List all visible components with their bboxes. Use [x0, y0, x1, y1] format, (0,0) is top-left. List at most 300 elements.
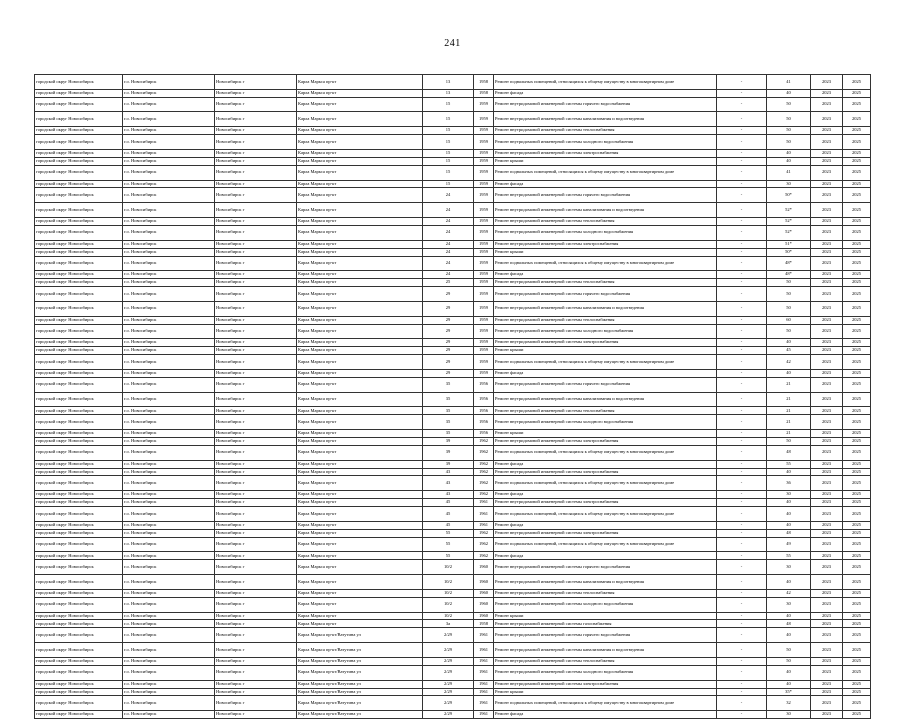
- table-row: [35, 75, 871, 90]
- cell-year-built: 1960: [474, 612, 494, 620]
- cell-street: Карла Маркса пр-кт: [297, 180, 423, 188]
- cell-house-number: 39: [423, 438, 474, 446]
- cell-municipality: городской округ Новосибирск: [35, 445, 123, 460]
- cell-plan-end-year: 2025: [843, 688, 871, 696]
- cell-street: Карла Маркса пр-кт: [297, 438, 423, 446]
- cell-locality: Новосибирск г: [215, 643, 297, 658]
- cell-plan-start-year: 2023: [811, 256, 843, 271]
- cell-cost: -: [717, 657, 767, 665]
- page-number: 241: [444, 38, 461, 49]
- cell-work-type: Ремонт фасада: [494, 711, 717, 719]
- cell-plan-start-year: 2023: [811, 589, 843, 597]
- cell-plan-end-year: 2025: [843, 612, 871, 620]
- cell-work-type: Ремонт внутридомовой инженерной системы электроснабжения: [494, 468, 717, 476]
- cell-plan-start-year: 2023: [811, 680, 843, 688]
- cell-district: г.о. Новосибирск: [123, 287, 215, 302]
- cell-year-built: 1959: [474, 157, 494, 165]
- cell-plan-start-year: 2023: [811, 240, 843, 248]
- cell-work-type: Ремонт внутридомовой инженерной системы электроснабжения: [494, 339, 717, 347]
- cell-municipality: городской округ Новосибирск: [35, 271, 123, 279]
- cell-year-built: 1956: [474, 415, 494, 430]
- cell-year-built: 1961: [474, 521, 494, 529]
- cell-locality: Новосибирск г: [215, 537, 297, 552]
- cell-plan-end-year: 2025: [843, 589, 871, 597]
- cell-work-type: Ремонт подвальных помещений, относящихся к общему имуществу в многоквартирном доме: [494, 445, 717, 460]
- table-row: [35, 445, 871, 460]
- cell-area-value: 21: [767, 415, 811, 430]
- cell-plan-end-year: 2025: [843, 287, 871, 302]
- cell-street: Карла Маркса пр-кт: [297, 620, 423, 628]
- cell-plan-end-year: 2025: [843, 324, 871, 339]
- cell-area-value: 50: [767, 301, 811, 316]
- cell-work-type: Ремонт внутридомовой инженерной системы электроснабжения: [494, 240, 717, 248]
- cell-house-number: 35: [423, 377, 474, 392]
- cell-area-value: 30: [767, 711, 811, 719]
- cell-plan-start-year: 2023: [811, 468, 843, 476]
- cell-area-value: 41: [767, 165, 811, 180]
- cell-street: Карла Маркса пр-кт: [297, 218, 423, 226]
- table-row: [35, 415, 871, 430]
- cell-street: Карла Маркса пр-кт: [297, 552, 423, 560]
- cell-plan-end-year: 2025: [843, 460, 871, 468]
- cell-plan-start-year: 2023: [811, 537, 843, 552]
- cell-house-number: 29: [423, 301, 474, 316]
- cell-cost: -: [717, 612, 767, 620]
- cell-year-built: 1961: [474, 507, 494, 522]
- cell-municipality: городской округ Новосибирск: [35, 392, 123, 407]
- cell-plan-start-year: 2023: [811, 430, 843, 438]
- cell-year-built: 1959: [474, 339, 494, 347]
- cell-work-type: Ремонт внутридомовой инженерной системы горячего водоснабжения: [494, 97, 717, 112]
- cell-district: г.о. Новосибирск: [123, 180, 215, 188]
- cell-area-value: 48: [767, 445, 811, 460]
- cell-district: г.о. Новосибирск: [123, 149, 215, 157]
- cell-locality: Новосибирск г: [215, 301, 297, 316]
- cell-district: г.о. Новосибирск: [123, 499, 215, 507]
- table-row: [35, 392, 871, 407]
- cell-cost: -: [717, 89, 767, 97]
- cell-plan-end-year: 2025: [843, 620, 871, 628]
- cell-house-number: 29: [423, 369, 474, 377]
- cell-locality: Новосибирск г: [215, 97, 297, 112]
- cell-work-type: Ремонт фасада: [494, 271, 717, 279]
- cell-year-built: 1956: [474, 407, 494, 415]
- cell-house-number: 29: [423, 316, 474, 324]
- cell-street: Карла Маркса пр-кт: [297, 415, 423, 430]
- cell-street: Карла Маркса пр-кт/Ватутина ул: [297, 680, 423, 688]
- cell-year-built: 1959: [474, 287, 494, 302]
- cell-municipality: городской округ Новосибирск: [35, 597, 123, 612]
- table-row: [35, 476, 871, 491]
- cell-house-number: 45: [423, 499, 474, 507]
- cell-locality: Новосибирск г: [215, 612, 297, 620]
- cell-cost: -: [717, 445, 767, 460]
- cell-district: г.о. Новосибирск: [123, 438, 215, 446]
- cell-plan-start-year: 2023: [811, 521, 843, 529]
- table-row: [35, 279, 871, 287]
- cell-plan-start-year: 2023: [811, 316, 843, 324]
- table-row: [35, 430, 871, 438]
- cell-year-built: 1960: [474, 597, 494, 612]
- cell-district: г.о. Новосибирск: [123, 203, 215, 218]
- cell-cost: -: [717, 407, 767, 415]
- cell-locality: Новосибирск г: [215, 135, 297, 150]
- cell-plan-end-year: 2025: [843, 225, 871, 240]
- cell-area-value: 36: [767, 476, 811, 491]
- cell-plan-start-year: 2023: [811, 248, 843, 256]
- table-row: [35, 460, 871, 468]
- cell-municipality: городской округ Новосибирск: [35, 628, 123, 643]
- cell-cost: -: [717, 415, 767, 430]
- cell-area-value: 50: [767, 324, 811, 339]
- cell-district: г.о. Новосибирск: [123, 188, 215, 203]
- cell-street: Карла Маркса пр-кт: [297, 256, 423, 271]
- table-row: [35, 552, 871, 560]
- cell-house-number: 10/2: [423, 612, 474, 620]
- cell-house-number: 2/29: [423, 711, 474, 719]
- cell-work-type: Ремонт внутридомовой инженерной системы горячего водоснабжения: [494, 377, 717, 392]
- cell-plan-start-year: 2023: [811, 149, 843, 157]
- cell-house-number: 24: [423, 256, 474, 271]
- cell-district: г.о. Новосибирск: [123, 225, 215, 240]
- cell-year-built: 1961: [474, 688, 494, 696]
- cell-work-type: Ремонт внутридомовой инженерной системы теплоснабжения: [494, 407, 717, 415]
- cell-municipality: городской округ Новосибирск: [35, 415, 123, 430]
- cell-year-built: 1959: [474, 135, 494, 150]
- cell-municipality: городской округ Новосибирск: [35, 438, 123, 446]
- cell-plan-start-year: 2023: [811, 612, 843, 620]
- cell-locality: Новосибирск г: [215, 112, 297, 127]
- cell-work-type: Ремонт внутридомовой инженерной системы горячего водоснабжения: [494, 188, 717, 203]
- cell-area-value: 30: [767, 180, 811, 188]
- cell-street: Карла Маркса пр-кт: [297, 407, 423, 415]
- cell-street: Карла Маркса пр-кт: [297, 560, 423, 575]
- cell-year-built: 1960: [474, 560, 494, 575]
- table-row: [35, 355, 871, 370]
- cell-cost: -: [717, 180, 767, 188]
- cell-house-number: 15: [423, 180, 474, 188]
- cell-plan-end-year: 2025: [843, 415, 871, 430]
- cell-work-type: Ремонт внутридомовой инженерной системы электроснабжения: [494, 499, 717, 507]
- cell-municipality: городской округ Новосибирск: [35, 589, 123, 597]
- cell-plan-end-year: 2025: [843, 529, 871, 537]
- cell-cost: -: [717, 392, 767, 407]
- cell-district: г.о. Новосибирск: [123, 643, 215, 658]
- cell-plan-end-year: 2025: [843, 165, 871, 180]
- cell-locality: Новосибирск г: [215, 460, 297, 468]
- cell-house-number: 35: [423, 430, 474, 438]
- cell-year-built: 1962: [474, 438, 494, 446]
- cell-municipality: городской округ Новосибирск: [35, 301, 123, 316]
- cell-plan-end-year: 2025: [843, 643, 871, 658]
- cell-plan-end-year: 2025: [843, 657, 871, 665]
- cell-plan-start-year: 2023: [811, 165, 843, 180]
- cell-district: г.о. Новосибирск: [123, 324, 215, 339]
- cell-plan-start-year: 2023: [811, 460, 843, 468]
- cell-locality: Новосибирск г: [215, 628, 297, 643]
- cell-street: Карла Маркса пр-кт: [297, 355, 423, 370]
- cell-cost: -: [717, 75, 767, 90]
- cell-plan-end-year: 2025: [843, 499, 871, 507]
- cell-plan-start-year: 2023: [811, 279, 843, 287]
- cell-area-value: 30: [767, 597, 811, 612]
- table-row: [35, 628, 871, 643]
- cell-district: г.о. Новосибирск: [123, 89, 215, 97]
- cell-plan-end-year: 2025: [843, 560, 871, 575]
- cell-plan-end-year: 2025: [843, 112, 871, 127]
- cell-year-built: 1959: [474, 347, 494, 355]
- cell-year-built: 1962: [474, 445, 494, 460]
- cell-area-value: 21: [767, 407, 811, 415]
- cell-work-type: Ремонт фасада: [494, 369, 717, 377]
- cell-area-value: 50: [767, 135, 811, 150]
- cell-district: г.о. Новосибирск: [123, 256, 215, 271]
- cell-district: г.о. Новосибирск: [123, 415, 215, 430]
- cell-work-type: Ремонт внутридомовой инженерной системы холодного водоснабжения: [494, 135, 717, 150]
- cell-house-number: 29: [423, 287, 474, 302]
- cell-locality: Новосибирск г: [215, 75, 297, 90]
- cell-plan-end-year: 2025: [843, 597, 871, 612]
- cell-municipality: городской округ Новосибирск: [35, 89, 123, 97]
- cell-locality: Новосибирск г: [215, 256, 297, 271]
- cell-work-type: Ремонт внутридомовой инженерной системы канализования и водоотведения: [494, 392, 717, 407]
- cell-municipality: городской округ Новосибирск: [35, 218, 123, 226]
- cell-work-type: Ремонт внутридомовой инженерной системы горячего водоснабжения: [494, 560, 717, 575]
- table-row: [35, 347, 871, 355]
- cell-plan-end-year: 2025: [843, 407, 871, 415]
- cell-work-type: Ремонт подвальных помещений, относящихся к общему имуществу в многоквартирном доме: [494, 256, 717, 271]
- table-row: [35, 657, 871, 665]
- cell-cost: -: [717, 507, 767, 522]
- cell-locality: Новосибирск г: [215, 696, 297, 711]
- cell-cost: -: [717, 112, 767, 127]
- cell-cost: -: [717, 680, 767, 688]
- cell-district: г.о. Новосибирск: [123, 575, 215, 590]
- cell-district: г.о. Новосибирск: [123, 165, 215, 180]
- cell-work-type: Ремонт внутридомовой инженерной системы теплоснабжения: [494, 657, 717, 665]
- cell-year-built: 1956: [474, 392, 494, 407]
- cell-locality: Новосибирск г: [215, 445, 297, 460]
- cell-plan-end-year: 2025: [843, 203, 871, 218]
- cell-area-value: 52*: [767, 218, 811, 226]
- cell-house-number: 43: [423, 468, 474, 476]
- cell-plan-start-year: 2023: [811, 407, 843, 415]
- cell-year-built: 1956: [474, 430, 494, 438]
- cell-plan-start-year: 2023: [811, 491, 843, 499]
- cell-plan-end-year: 2025: [843, 279, 871, 287]
- cell-street: Карла Маркса пр-кт: [297, 112, 423, 127]
- cell-work-type: Ремонт внутридомовой инженерной системы холодного водоснабжения: [494, 597, 717, 612]
- cell-district: г.о. Новосибирск: [123, 407, 215, 415]
- cell-work-type: Ремонт внутридомовой инженерной системы канализования и водоотведения: [494, 301, 717, 316]
- cell-area-value: 60: [767, 316, 811, 324]
- table-row: [35, 256, 871, 271]
- cell-district: г.о. Новосибирск: [123, 552, 215, 560]
- cell-plan-end-year: 2025: [843, 552, 871, 560]
- table-row: [35, 112, 871, 127]
- cell-house-number: 24: [423, 225, 474, 240]
- cell-plan-end-year: 2025: [843, 575, 871, 590]
- table-row: [35, 529, 871, 537]
- cell-plan-start-year: 2023: [811, 324, 843, 339]
- table-row: [35, 157, 871, 165]
- cell-area-value: 51*: [767, 240, 811, 248]
- cell-house-number: 24: [423, 188, 474, 203]
- table-row: [35, 287, 871, 302]
- cell-district: г.о. Новосибирск: [123, 369, 215, 377]
- cell-district: г.о. Новосибирск: [123, 529, 215, 537]
- cell-cost: -: [717, 468, 767, 476]
- table-row: [35, 240, 871, 248]
- cell-locality: Новосибирск г: [215, 665, 297, 680]
- cell-district: г.о. Новосибирск: [123, 597, 215, 612]
- cell-year-built: 1960: [474, 589, 494, 597]
- cell-street: Карла Маркса пр-кт: [297, 589, 423, 597]
- cell-work-type: Ремонт внутридомовой инженерной системы холодного водоснабжения: [494, 415, 717, 430]
- cell-cost: -: [717, 135, 767, 150]
- cell-district: г.о. Новосибирск: [123, 620, 215, 628]
- cell-cost: -: [717, 491, 767, 499]
- cell-municipality: городской округ Новосибирск: [35, 287, 123, 302]
- cell-cost: -: [717, 575, 767, 590]
- cell-cost: -: [717, 165, 767, 180]
- cell-year-built: 1961: [474, 628, 494, 643]
- cell-cost: -: [717, 377, 767, 392]
- cell-street: Карла Маркса пр-кт/Ватутина ул: [297, 643, 423, 658]
- cell-house-number: 10/2: [423, 589, 474, 597]
- cell-plan-start-year: 2023: [811, 499, 843, 507]
- cell-locality: Новосибирск г: [215, 203, 297, 218]
- cell-street: Карла Маркса пр-кт: [297, 89, 423, 97]
- cell-year-built: 1962: [474, 460, 494, 468]
- table-row: [35, 165, 871, 180]
- cell-municipality: городской округ Новосибирск: [35, 256, 123, 271]
- cell-municipality: городской округ Новосибирск: [35, 97, 123, 112]
- cell-municipality: городской округ Новосибирск: [35, 491, 123, 499]
- table-row: [35, 491, 871, 499]
- cell-locality: Новосибирск г: [215, 620, 297, 628]
- cell-municipality: городской округ Новосибирск: [35, 377, 123, 392]
- cell-municipality: городской округ Новосибирск: [35, 324, 123, 339]
- cell-street: Карла Маркса пр-кт/Ватутина ул: [297, 657, 423, 665]
- cell-cost: -: [717, 460, 767, 468]
- cell-cost: -: [717, 347, 767, 355]
- cell-street: Карла Маркса пр-кт: [297, 499, 423, 507]
- cell-year-built: 1959: [474, 127, 494, 135]
- cell-plan-end-year: 2025: [843, 680, 871, 688]
- cell-area-value: 40: [767, 628, 811, 643]
- table-row: [35, 589, 871, 597]
- cell-district: г.о. Новосибирск: [123, 97, 215, 112]
- cell-street: Карла Маркса пр-кт: [297, 203, 423, 218]
- cell-area-value: 40: [767, 499, 811, 507]
- cell-plan-start-year: 2023: [811, 89, 843, 97]
- cell-municipality: городской округ Новосибирск: [35, 240, 123, 248]
- cell-plan-end-year: 2025: [843, 157, 871, 165]
- cell-plan-end-year: 2025: [843, 521, 871, 529]
- cell-work-type: Ремонт внутридомовой инженерной системы теплоснабжения: [494, 127, 717, 135]
- cell-street: Карла Маркса пр-кт: [297, 392, 423, 407]
- cell-locality: Новосибирск г: [215, 499, 297, 507]
- cell-municipality: городской округ Новосибирск: [35, 711, 123, 719]
- cell-district: г.о. Новосибирск: [123, 560, 215, 575]
- cell-municipality: городской округ Новосибирск: [35, 643, 123, 658]
- cell-year-built: 1959: [474, 240, 494, 248]
- cell-year-built: 1959: [474, 225, 494, 240]
- cell-cost: -: [717, 476, 767, 491]
- table-body: [35, 75, 871, 719]
- cell-municipality: городской округ Новосибирск: [35, 499, 123, 507]
- cell-locality: Новосибирск г: [215, 589, 297, 597]
- table-row: [35, 612, 871, 620]
- cell-house-number: 2/29: [423, 657, 474, 665]
- table-row: [35, 89, 871, 97]
- cell-work-type: Ремонт подвальных помещений, относящихся к общему имуществу в многоквартирном доме: [494, 696, 717, 711]
- cell-area-value: 48: [767, 529, 811, 537]
- cell-municipality: городской округ Новосибирск: [35, 688, 123, 696]
- cell-cost: -: [717, 240, 767, 248]
- cell-locality: Новосибирск г: [215, 157, 297, 165]
- cell-plan-end-year: 2025: [843, 476, 871, 491]
- cell-municipality: городской округ Новосибирск: [35, 127, 123, 135]
- cell-district: г.о. Новосибирск: [123, 347, 215, 355]
- table-row: [35, 643, 871, 658]
- cell-work-type: Ремонт фасада: [494, 491, 717, 499]
- cell-district: г.о. Новосибирск: [123, 279, 215, 287]
- cell-locality: Новосибирск г: [215, 355, 297, 370]
- cell-street: Карла Маркса пр-кт: [297, 430, 423, 438]
- cell-locality: Новосибирск г: [215, 369, 297, 377]
- cell-year-built: 1956: [474, 377, 494, 392]
- cell-district: г.о. Новосибирск: [123, 665, 215, 680]
- cell-cost: -: [717, 430, 767, 438]
- cell-work-type: Ремонт фасада: [494, 180, 717, 188]
- cell-street: Карла Маркса пр-кт: [297, 225, 423, 240]
- cell-work-type: Ремонт крыши: [494, 157, 717, 165]
- cell-cost: -: [717, 597, 767, 612]
- table-row: [35, 203, 871, 218]
- cell-year-built: 1959: [474, 369, 494, 377]
- cell-area-value: 50: [767, 97, 811, 112]
- cell-area-value: 40: [767, 521, 811, 529]
- cell-area-value: 40: [767, 369, 811, 377]
- cell-municipality: городской округ Новосибирск: [35, 203, 123, 218]
- cell-municipality: городской округ Новосибирск: [35, 135, 123, 150]
- cell-street: Карла Маркса пр-кт/Ватутина ул: [297, 688, 423, 696]
- table-row: [35, 507, 871, 522]
- cell-area-value: 49: [767, 537, 811, 552]
- cell-area-value: 32: [767, 696, 811, 711]
- cell-municipality: городской округ Новосибирск: [35, 347, 123, 355]
- cell-cost: -: [717, 369, 767, 377]
- cell-district: г.о. Новосибирск: [123, 628, 215, 643]
- table-row: [35, 597, 871, 612]
- cell-cost: -: [717, 287, 767, 302]
- cell-house-number: 2/29: [423, 688, 474, 696]
- cell-house-number: 29: [423, 355, 474, 370]
- cell-plan-start-year: 2023: [811, 339, 843, 347]
- cell-district: г.о. Новосибирск: [123, 218, 215, 226]
- cell-municipality: городской округ Новосибирск: [35, 696, 123, 711]
- table-row: [35, 680, 871, 688]
- cell-cost: -: [717, 301, 767, 316]
- cell-locality: Новосибирск г: [215, 218, 297, 226]
- cell-street: Карла Маркса пр-кт: [297, 339, 423, 347]
- cell-plan-end-year: 2025: [843, 240, 871, 248]
- cell-area-value: 40: [767, 468, 811, 476]
- cell-cost: -: [717, 203, 767, 218]
- cell-municipality: городской округ Новосибирск: [35, 112, 123, 127]
